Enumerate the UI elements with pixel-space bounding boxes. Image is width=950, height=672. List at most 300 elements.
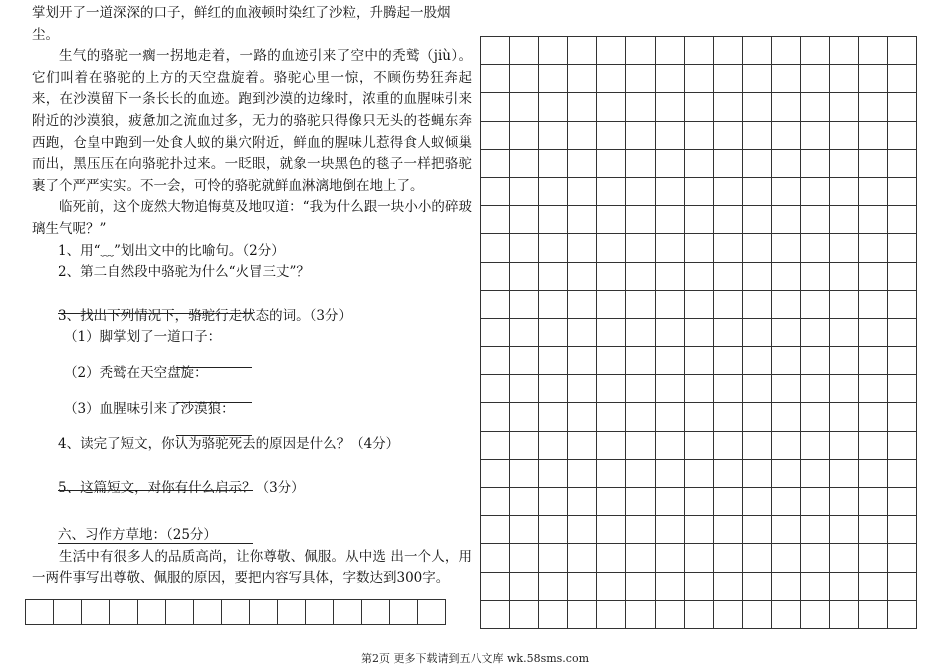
grid-cell[interactable] xyxy=(597,403,626,431)
grid-cell[interactable] xyxy=(510,544,539,572)
grid-cell[interactable] xyxy=(626,65,655,93)
grid-cell[interactable] xyxy=(859,516,888,544)
grid-cell[interactable] xyxy=(830,234,859,262)
grid-cell[interactable] xyxy=(626,290,655,318)
grid-cell[interactable] xyxy=(539,544,568,572)
grid-cell[interactable] xyxy=(655,234,684,262)
grid-cell[interactable] xyxy=(684,431,713,459)
grid-cell[interactable] xyxy=(510,459,539,487)
grid-cell[interactable] xyxy=(742,516,771,544)
grid-cell[interactable] xyxy=(830,318,859,346)
grid-cell[interactable] xyxy=(801,431,830,459)
grid-cell[interactable] xyxy=(597,459,626,487)
grid-cell[interactable] xyxy=(888,149,917,177)
grid-cell[interactable] xyxy=(510,431,539,459)
grid-cell[interactable] xyxy=(888,65,917,93)
grid-cell[interactable] xyxy=(481,37,510,65)
grid-cell[interactable] xyxy=(859,488,888,516)
grid-cell[interactable] xyxy=(888,37,917,65)
grid-cell[interactable] xyxy=(771,262,800,290)
grid-cell[interactable] xyxy=(684,403,713,431)
grid-cell[interactable] xyxy=(418,600,446,625)
grid-cell[interactable] xyxy=(626,403,655,431)
grid-cell[interactable] xyxy=(597,600,626,628)
grid-cell[interactable] xyxy=(655,431,684,459)
grid-cell[interactable] xyxy=(801,516,830,544)
grid-cell[interactable] xyxy=(888,121,917,149)
grid-cell[interactable] xyxy=(510,234,539,262)
grid-cell[interactable] xyxy=(568,403,597,431)
grid-cell[interactable] xyxy=(481,318,510,346)
grid-cell[interactable] xyxy=(742,37,771,65)
grid-cell[interactable] xyxy=(597,544,626,572)
grid-cell[interactable] xyxy=(830,177,859,205)
grid-cell[interactable] xyxy=(568,431,597,459)
grid-cell[interactable] xyxy=(539,488,568,516)
grid-cell[interactable] xyxy=(510,488,539,516)
grid-cell[interactable] xyxy=(166,600,194,625)
grid-cell[interactable] xyxy=(684,347,713,375)
grid-cell[interactable] xyxy=(771,572,800,600)
grid-cell[interactable] xyxy=(655,290,684,318)
grid-cell[interactable] xyxy=(655,93,684,121)
grid-cell[interactable] xyxy=(568,177,597,205)
grid-cell[interactable] xyxy=(888,375,917,403)
grid-cell[interactable] xyxy=(568,121,597,149)
grid-cell[interactable] xyxy=(481,149,510,177)
grid-cell[interactable] xyxy=(54,600,82,625)
grid-cell[interactable] xyxy=(110,600,138,625)
grid-cell[interactable] xyxy=(568,318,597,346)
grid-cell[interactable] xyxy=(655,572,684,600)
grid-cell[interactable] xyxy=(655,177,684,205)
grid-cell[interactable] xyxy=(655,375,684,403)
grid-cell[interactable] xyxy=(801,121,830,149)
grid-cell[interactable] xyxy=(568,262,597,290)
grid-cell[interactable] xyxy=(713,65,742,93)
grid-cell[interactable] xyxy=(568,459,597,487)
grid-cell[interactable] xyxy=(713,375,742,403)
grid-cell[interactable] xyxy=(539,65,568,93)
grid-cell[interactable] xyxy=(830,262,859,290)
grid-cell[interactable] xyxy=(742,121,771,149)
grid-cell[interactable] xyxy=(888,488,917,516)
answer-line-q5[interactable] xyxy=(58,543,253,544)
grid-cell[interactable] xyxy=(888,206,917,234)
grid-cell[interactable] xyxy=(568,544,597,572)
grid-cell[interactable] xyxy=(713,206,742,234)
grid-cell[interactable] xyxy=(481,459,510,487)
grid-cell[interactable] xyxy=(510,600,539,628)
grid-cell[interactable] xyxy=(510,177,539,205)
grid-cell[interactable] xyxy=(859,290,888,318)
grid-cell[interactable] xyxy=(771,65,800,93)
grid-cell[interactable] xyxy=(138,600,166,625)
grid-cell[interactable] xyxy=(626,431,655,459)
grid-cell[interactable] xyxy=(888,290,917,318)
grid-cell[interactable] xyxy=(481,488,510,516)
grid-cell[interactable] xyxy=(597,149,626,177)
grid-cell[interactable] xyxy=(626,488,655,516)
grid-cell[interactable] xyxy=(655,488,684,516)
grid-cell[interactable] xyxy=(539,459,568,487)
grid-cell[interactable] xyxy=(771,290,800,318)
grid-cell[interactable] xyxy=(626,206,655,234)
grid-cell[interactable] xyxy=(830,544,859,572)
grid-cell[interactable] xyxy=(830,290,859,318)
grid-cell[interactable] xyxy=(655,37,684,65)
grid-cell[interactable] xyxy=(82,600,110,625)
grid-cell[interactable] xyxy=(306,600,334,625)
grid-cell[interactable] xyxy=(626,93,655,121)
grid-cell[interactable] xyxy=(742,206,771,234)
grid-cell[interactable] xyxy=(859,149,888,177)
grid-cell[interactable] xyxy=(510,375,539,403)
grid-cell[interactable] xyxy=(481,403,510,431)
answer-line-q3-1[interactable] xyxy=(176,367,252,368)
grid-cell[interactable] xyxy=(597,516,626,544)
grid-cell[interactable] xyxy=(510,149,539,177)
grid-cell[interactable] xyxy=(859,375,888,403)
grid-cell[interactable] xyxy=(655,121,684,149)
grid-cell[interactable] xyxy=(888,234,917,262)
grid-cell[interactable] xyxy=(250,600,278,625)
grid-cell[interactable] xyxy=(801,65,830,93)
grid-cell[interactable] xyxy=(801,93,830,121)
grid-cell[interactable] xyxy=(597,121,626,149)
grid-cell[interactable] xyxy=(655,347,684,375)
grid-cell[interactable] xyxy=(568,375,597,403)
grid-cell[interactable] xyxy=(771,403,800,431)
grid-cell[interactable] xyxy=(684,206,713,234)
grid-cell[interactable] xyxy=(568,600,597,628)
grid-cell[interactable] xyxy=(481,544,510,572)
grid-cell[interactable] xyxy=(801,375,830,403)
grid-cell[interactable] xyxy=(626,516,655,544)
grid-cell[interactable] xyxy=(539,318,568,346)
grid-cell[interactable] xyxy=(626,234,655,262)
grid-cell[interactable] xyxy=(597,262,626,290)
grid-cell[interactable] xyxy=(830,121,859,149)
grid-cell[interactable] xyxy=(713,262,742,290)
grid-cell[interactable] xyxy=(713,403,742,431)
grid-cell[interactable] xyxy=(771,544,800,572)
grid-cell[interactable] xyxy=(510,347,539,375)
grid-cell[interactable] xyxy=(742,488,771,516)
grid-cell[interactable] xyxy=(801,403,830,431)
grid-cell[interactable] xyxy=(539,375,568,403)
grid-cell[interactable] xyxy=(771,375,800,403)
grid-cell[interactable] xyxy=(510,262,539,290)
answer-line-q3-3[interactable] xyxy=(176,435,252,436)
grid-cell[interactable] xyxy=(713,488,742,516)
grid-cell[interactable] xyxy=(568,65,597,93)
grid-cell[interactable] xyxy=(888,459,917,487)
grid-cell[interactable] xyxy=(771,431,800,459)
grid-cell[interactable] xyxy=(655,262,684,290)
grid-cell[interactable] xyxy=(742,544,771,572)
grid-cell[interactable] xyxy=(801,234,830,262)
grid-cell[interactable] xyxy=(655,516,684,544)
grid-cell[interactable] xyxy=(713,459,742,487)
grid-cell[interactable] xyxy=(655,403,684,431)
grid-cell[interactable] xyxy=(771,516,800,544)
grid-cell[interactable] xyxy=(713,290,742,318)
grid-cell[interactable] xyxy=(510,318,539,346)
grid-cell[interactable] xyxy=(859,206,888,234)
grid-cell[interactable] xyxy=(481,516,510,544)
grid-cell[interactable] xyxy=(830,93,859,121)
grid-cell[interactable] xyxy=(888,431,917,459)
grid-cell[interactable] xyxy=(568,149,597,177)
grid-cell[interactable] xyxy=(859,459,888,487)
grid-cell[interactable] xyxy=(626,572,655,600)
grid-cell[interactable] xyxy=(626,262,655,290)
grid-cell[interactable] xyxy=(684,290,713,318)
grid-cell[interactable] xyxy=(655,318,684,346)
grid-cell[interactable] xyxy=(830,37,859,65)
grid-cell[interactable] xyxy=(481,121,510,149)
grid-cell[interactable] xyxy=(597,177,626,205)
grid-cell[interactable] xyxy=(713,544,742,572)
grid-cell[interactable] xyxy=(481,290,510,318)
grid-cell[interactable] xyxy=(742,431,771,459)
grid-cell[interactable] xyxy=(684,544,713,572)
grid-cell[interactable] xyxy=(597,347,626,375)
grid-cell[interactable] xyxy=(510,516,539,544)
grid-cell[interactable] xyxy=(655,65,684,93)
grid-cell[interactable] xyxy=(655,600,684,628)
grid-cell[interactable] xyxy=(539,600,568,628)
grid-cell[interactable] xyxy=(742,234,771,262)
grid-cell[interactable] xyxy=(481,375,510,403)
grid-cell[interactable] xyxy=(830,516,859,544)
grid-cell[interactable] xyxy=(830,431,859,459)
grid-cell[interactable] xyxy=(222,600,250,625)
grid-cell[interactable] xyxy=(597,488,626,516)
grid-cell[interactable] xyxy=(801,544,830,572)
grid-cell[interactable] xyxy=(771,459,800,487)
grid-cell[interactable] xyxy=(742,93,771,121)
grid-cell[interactable] xyxy=(830,403,859,431)
grid-cell[interactable] xyxy=(713,149,742,177)
grid-cell[interactable] xyxy=(771,37,800,65)
answer-line-q4[interactable] xyxy=(58,490,253,491)
grid-cell[interactable] xyxy=(888,347,917,375)
grid-cell[interactable] xyxy=(888,93,917,121)
grid-cell[interactable] xyxy=(597,290,626,318)
grid-cell[interactable] xyxy=(830,572,859,600)
grid-cell[interactable] xyxy=(713,93,742,121)
grid-cell[interactable] xyxy=(390,600,418,625)
grid-cell[interactable] xyxy=(626,375,655,403)
grid-cell[interactable] xyxy=(626,149,655,177)
grid-cell[interactable] xyxy=(830,488,859,516)
grid-cell[interactable] xyxy=(801,149,830,177)
grid-cell[interactable] xyxy=(888,544,917,572)
grid-cell[interactable] xyxy=(684,177,713,205)
grid-cell[interactable] xyxy=(655,459,684,487)
grid-cell[interactable] xyxy=(510,290,539,318)
grid-cell[interactable] xyxy=(539,431,568,459)
grid-cell[interactable] xyxy=(539,572,568,600)
grid-cell[interactable] xyxy=(859,177,888,205)
grid-cell[interactable] xyxy=(684,149,713,177)
grid-cell[interactable] xyxy=(626,459,655,487)
grid-cell[interactable] xyxy=(713,177,742,205)
grid-cell[interactable] xyxy=(684,459,713,487)
grid-cell[interactable] xyxy=(888,177,917,205)
grid-cell[interactable] xyxy=(510,93,539,121)
grid-cell[interactable] xyxy=(830,206,859,234)
grid-cell[interactable] xyxy=(539,177,568,205)
grid-cell[interactable] xyxy=(539,121,568,149)
grid-cell[interactable] xyxy=(597,37,626,65)
grid-cell[interactable] xyxy=(539,93,568,121)
grid-cell[interactable] xyxy=(684,262,713,290)
grid-cell[interactable] xyxy=(539,403,568,431)
grid-cell[interactable] xyxy=(830,347,859,375)
grid-cell[interactable] xyxy=(771,149,800,177)
grid-cell[interactable] xyxy=(26,600,54,625)
grid-cell[interactable] xyxy=(539,149,568,177)
grid-cell[interactable] xyxy=(539,37,568,65)
grid-cell[interactable] xyxy=(655,206,684,234)
grid-cell[interactable] xyxy=(771,347,800,375)
grid-cell[interactable] xyxy=(510,37,539,65)
grid-cell[interactable] xyxy=(801,572,830,600)
grid-cell[interactable] xyxy=(481,206,510,234)
grid-cell[interactable] xyxy=(801,318,830,346)
grid-cell[interactable] xyxy=(684,516,713,544)
grid-cell[interactable] xyxy=(539,262,568,290)
composition-grid[interactable] xyxy=(480,36,917,629)
grid-cell[interactable] xyxy=(742,262,771,290)
grid-cell[interactable] xyxy=(684,65,713,93)
grid-cell[interactable] xyxy=(771,234,800,262)
grid-cell[interactable] xyxy=(481,177,510,205)
grid-cell[interactable] xyxy=(801,262,830,290)
grid-cell[interactable] xyxy=(568,488,597,516)
grid-cell[interactable] xyxy=(801,459,830,487)
grid-cell[interactable] xyxy=(801,206,830,234)
grid-cell[interactable] xyxy=(481,65,510,93)
grid-cell[interactable] xyxy=(362,600,390,625)
grid-cell[interactable] xyxy=(568,37,597,65)
answer-line-q2[interactable] xyxy=(58,313,253,314)
grid-cell[interactable] xyxy=(830,600,859,628)
grid-cell[interactable] xyxy=(684,600,713,628)
grid-cell[interactable] xyxy=(859,403,888,431)
writing-grid-row[interactable] xyxy=(25,599,446,625)
grid-cell[interactable] xyxy=(626,544,655,572)
grid-cell[interactable] xyxy=(771,121,800,149)
grid-cell[interactable] xyxy=(771,177,800,205)
grid-cell[interactable] xyxy=(539,516,568,544)
grid-cell[interactable] xyxy=(742,290,771,318)
grid-cell[interactable] xyxy=(801,347,830,375)
grid-cell[interactable] xyxy=(859,93,888,121)
grid-cell[interactable] xyxy=(334,600,362,625)
grid-cell[interactable] xyxy=(888,262,917,290)
writing-grid-table[interactable] xyxy=(480,36,917,629)
grid-cell[interactable] xyxy=(655,149,684,177)
grid-cell[interactable] xyxy=(859,347,888,375)
grid-cell[interactable] xyxy=(859,65,888,93)
grid-cell[interactable] xyxy=(771,488,800,516)
grid-cell[interactable] xyxy=(597,206,626,234)
grid-cell[interactable] xyxy=(859,234,888,262)
grid-cell[interactable] xyxy=(481,572,510,600)
grid-cell[interactable] xyxy=(655,544,684,572)
grid-cell[interactable] xyxy=(568,93,597,121)
grid-cell[interactable] xyxy=(771,318,800,346)
grid-cell[interactable] xyxy=(830,375,859,403)
grid-cell[interactable] xyxy=(713,572,742,600)
grid-cell[interactable] xyxy=(510,206,539,234)
grid-cell[interactable] xyxy=(510,65,539,93)
grid-cell[interactable] xyxy=(684,121,713,149)
grid-cell[interactable] xyxy=(539,234,568,262)
grid-cell[interactable] xyxy=(684,37,713,65)
grid-cell[interactable] xyxy=(771,600,800,628)
grid-cell[interactable] xyxy=(568,290,597,318)
grid-cell[interactable] xyxy=(684,488,713,516)
grid-cell[interactable] xyxy=(626,318,655,346)
grid-cell[interactable] xyxy=(888,318,917,346)
grid-cell[interactable] xyxy=(713,431,742,459)
grid-cell[interactable] xyxy=(597,572,626,600)
grid-cell[interactable] xyxy=(888,572,917,600)
grid-cell[interactable] xyxy=(713,516,742,544)
grid-cell[interactable] xyxy=(859,572,888,600)
grid-cell[interactable] xyxy=(742,65,771,93)
grid-cell[interactable] xyxy=(742,600,771,628)
grid-cell[interactable] xyxy=(859,121,888,149)
grid-cell[interactable] xyxy=(510,403,539,431)
grid-cell[interactable] xyxy=(859,600,888,628)
grid-cell[interactable] xyxy=(742,375,771,403)
grid-cell[interactable] xyxy=(626,121,655,149)
grid-cell[interactable] xyxy=(713,600,742,628)
grid-cell[interactable] xyxy=(626,347,655,375)
grid-cell[interactable] xyxy=(597,234,626,262)
grid-cell[interactable] xyxy=(510,572,539,600)
grid-cell[interactable] xyxy=(481,262,510,290)
grid-cell[interactable] xyxy=(481,431,510,459)
grid-cell[interactable] xyxy=(742,318,771,346)
grid-cell[interactable] xyxy=(539,290,568,318)
grid-cell[interactable] xyxy=(830,149,859,177)
grid-cell[interactable] xyxy=(568,234,597,262)
grid-cell[interactable] xyxy=(859,318,888,346)
grid-cell[interactable] xyxy=(771,93,800,121)
grid-cell[interactable] xyxy=(481,347,510,375)
grid-cell[interactable] xyxy=(742,403,771,431)
grid-cell[interactable] xyxy=(684,572,713,600)
grid-cell[interactable] xyxy=(859,37,888,65)
grid-cell[interactable] xyxy=(481,600,510,628)
grid-cell[interactable] xyxy=(194,600,222,625)
grid-cell[interactable] xyxy=(801,177,830,205)
answer-line-q3-2[interactable] xyxy=(176,402,252,403)
grid-cell[interactable] xyxy=(568,516,597,544)
grid-cell[interactable] xyxy=(859,262,888,290)
grid-cell[interactable] xyxy=(801,600,830,628)
grid-cell[interactable] xyxy=(801,488,830,516)
grid-cell[interactable] xyxy=(539,206,568,234)
grid-cell[interactable] xyxy=(597,318,626,346)
